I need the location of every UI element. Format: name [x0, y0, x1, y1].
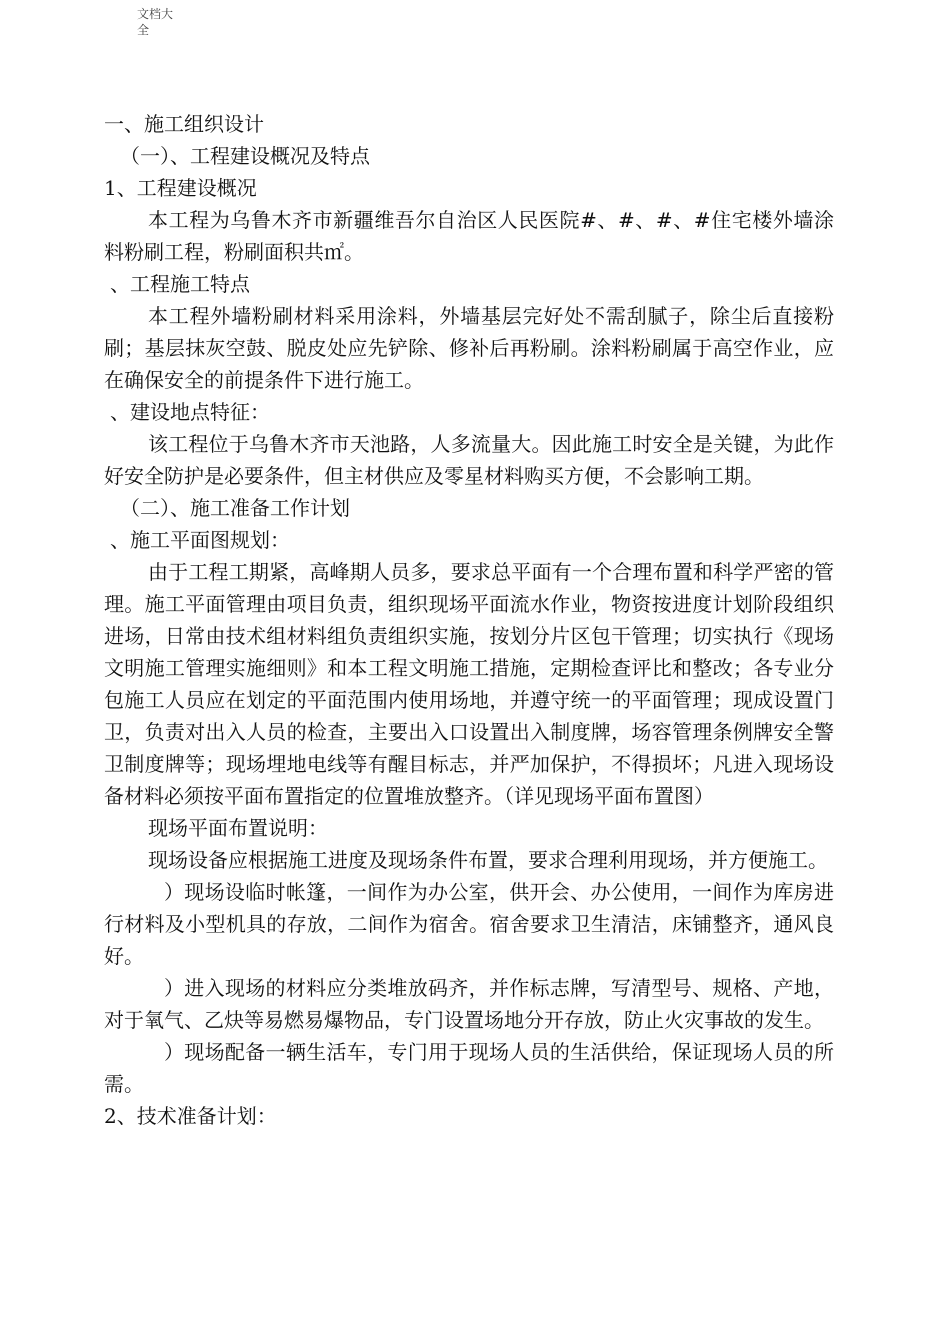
section-1-sub3-heading: 、建设地点特征：	[110, 400, 270, 424]
section-1-sub2-text: 本工程外墙粉刷材料采用涂料，外墙基层完好处不需刮腻子，除尘后直接粉刷；基层抹灰空鼓、脱皮处应先铲除、修补后再粉刷。涂料粉刷属于高空作业，应在确保安全的前提条件下进行施工。	[104, 304, 834, 392]
section-2-sub1-heading: 、施工平面图规划：	[110, 528, 290, 552]
section-2-sub2-heading: 2、技术准备计划：	[104, 1104, 277, 1128]
document-body	[104, 108, 834, 1132]
layout-item-1: ）现场设临时帐篷，一间作为办公室，供开会、办公使用，一间作为库房进行材料及小型机具的存放，二间作为宿舍。宿舍要求卫生清洁，床铺整齐，通风良好。	[104, 880, 834, 968]
header-label: 文档大全	[137, 7, 174, 37]
layout-note-heading: 现场平面布置说明：	[148, 816, 328, 840]
section-1-heading: （一）、工程建设概况及特点	[120, 144, 370, 168]
section-1-sub2-heading: 、工程施工特点	[110, 272, 250, 296]
layout-item-2: ）进入现场的材料应分类堆放码齐，并作标志牌，写清型号、规格、产地，对于氧气、乙炔等易燃易爆物品，专门设置场地分开存放，防止火灾事故的发生。	[104, 976, 834, 1032]
layout-note-text: 现场设备应根据施工进度及现场条件布置，要求合理利用现场，并方便施工。	[148, 848, 828, 872]
section-1-sub3-text: 该工程位于乌鲁木齐市天池路，人多流量大。因此施工时安全是关键，为此作好安全防护是必要条件，但主材供应及零星材料购买方便，不会影响工期。	[104, 432, 834, 488]
section-1-sub1-text: 本工程为乌鲁木齐市新疆维吾尔自治区人民医院#、#、#、#住宅楼外墙涂料粉刷工程，粉刷面积共㎡。	[104, 208, 834, 264]
section-2-heading: （二）、施工准备工作计划	[120, 496, 350, 520]
section-1-sub1-heading: 1、工程建设概况	[104, 176, 257, 200]
document-title: 一、施工组织设计	[104, 112, 264, 136]
layout-item-3: ）现场配备一辆生活车，专门用于现场人员的生活供给，保证现场人员的所需。	[104, 1040, 834, 1096]
section-2-sub1-text: 由于工程工期紧，高峰期人员多，要求总平面有一个合理布置和科学严密的管理。施工平面管理由项目负责，组织现场平面流水作业，物资按进度计划阶段组织进场，日常由技术组材料组负责组织实施，按划分片区包干管理；切实执行《现场文明施工管理实施细则》和本工程文明施工措施，定期检查评比和整改；各专业分包施工人员应在划定的平面范围内使用场地，并遵守统一的平面管理；现成设置门卫，负责对出入人员的检查，主要出入口设置出入制度牌，场容管理条例牌安全警卫制度牌等；现场埋地电线等有醒目标志，并严加保护，不得损坏；凡进入现场设备材料必须按平面布置指定的位置堆放整齐。（详见现场平面布置图）	[104, 560, 834, 808]
